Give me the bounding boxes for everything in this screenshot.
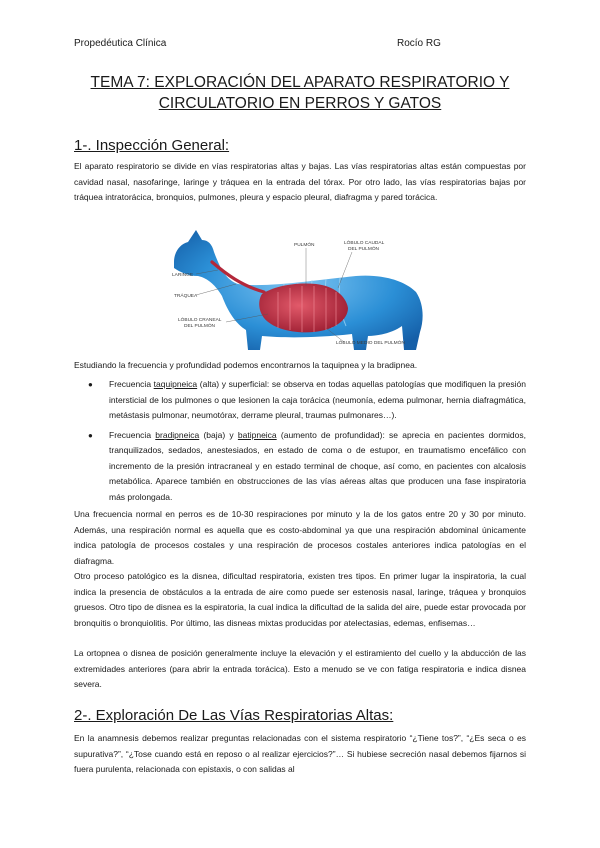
list-item-bradipneica <box>74 428 526 506</box>
bullet1-post: (alta) y superficial: se observa en todas aquellas patologías que modifiquen la presión intersticial de los pulmones o que lesionen la caja torácica (neumonía, edema pulmonar, hernia diafragmática, metástasis pulmonar, neumotórax, derrame pleural, traumas pulmonares…). <box>109 379 526 420</box>
label-lobulo-craneal-2: DEL PULMÓN <box>184 324 216 329</box>
bullet2-pre: Frecuencia <box>109 429 156 440</box>
bullet-icon: ● <box>88 430 93 440</box>
intro-paragraph: El aparato respiratorio se divide en vías respiratorias altas y bajas. Las vías respiratorias altas están compuestas por cavidad nasal, nasofaringe, laringe y tráquea en la entrada del tórax. Por otro lado, las vías respiratorias bajas por tráquea intratorácica, bronquios, pulmones, pleura y espacio pleural, diafragma y pared torácica. <box>74 161 526 202</box>
bullet-icon: ● <box>88 380 93 389</box>
label-laringe: LARINGE <box>172 273 194 278</box>
term-batipneica: batipneica <box>237 429 277 440</box>
label-pulmon: PULMÓN <box>294 243 315 248</box>
frecuencia-intro: Estudiando la frecuencia y profundidad podemos encontrarnos la taquipnea y la bradipnea. <box>74 360 418 370</box>
bullet1-pre: Frecuencia <box>109 379 154 389</box>
section-2-heading: 2-. Exploración De Las Vías Respiratorias Altas: <box>74 707 394 724</box>
bullet2-post: (aumento de profundidad): se aprecia en pacientes dormidos, tranquilizados, sedados, anestesiados, en estado de coma o de estupor, en traumatismo encefálico con incremento de la presión intracraneal y en estado terminal de choque, así como, en pacientes con alcalosis metabólica. Aparece también en obstrucciones de las vías aéreas altas que producen una fase inspiratoria más prolongada. <box>109 429 526 502</box>
page-header <box>74 38 526 49</box>
label-traquea: TRÁQUEA <box>174 294 198 299</box>
label-lobulo-caudal-1: LÓBULO CAUDAL <box>344 241 385 246</box>
dog-respiratory-figure <box>166 222 436 350</box>
title-line-1: TEMA 7: EXPLORACIÓN DEL APARATO RESPIRATORIO Y <box>90 74 510 91</box>
list-item-taquipneica <box>74 377 526 424</box>
page-title <box>60 72 540 114</box>
header-course: Propedéutica Clínica <box>74 38 167 49</box>
frecuencia-list <box>74 377 526 505</box>
header-author: Rocío RG <box>397 38 441 49</box>
title-line-2: CIRCULATORIO EN PERROS Y GATOS <box>158 95 442 112</box>
label-lobulo-medio: LÓBULO MEDIO DEL PULMÓN <box>336 341 405 346</box>
normal-frequency-paragraph: Una frecuencia normal en perros es de 10-30 respiraciones por minuto y la de los gatos entre 20 y 30 por minuto. Además, una respiración normal es aquella que es costo-abdominal ya que una respiración abdominal únicamente indica patología de procesos costales y una respiración de procesos costales anteriores indica patologías en el diafragma. <box>74 509 526 566</box>
disnea-paragraph: Otro proceso patológico es la disnea, dificultad respiratoria, existen tres tipos. En primer lugar la inspiratoria, la cual indica la presencia de obstáculos a la entrada de aire como puede ser estenosis nasal, laringe, tráquea y bronquios gruesos. Otro tipo de disnea es la espiratoria, la cual indica la dificultad de la salida del aire, puede estar provocada por bronquitis o bronquiolitis. Por último, las disneas mixtas producidas por atelectasias, edemas, enfisemas… <box>74 571 526 628</box>
section-1-heading: 1-. Inspección General: <box>74 137 230 154</box>
term-taquipneica: taquipneica <box>153 379 198 389</box>
term-bradipneica: bradipneica <box>155 429 200 440</box>
bullet2-mid: (baja) y <box>199 429 238 440</box>
anamnesis-paragraph: En la anamnesis debemos realizar preguntas relacionadas con el sistema respiratorio “¿Tiene tos?”, “¿Es seca o es supurativa?”, “¿Tose cuando está en reposo o al realizar ejercicios?”… Si hubiese secreción nasal debemos fijarnos si fuera purulenta, relacionada con epistaxis, o con salidas al <box>74 733 526 774</box>
label-lobulo-caudal-2: DEL PULMÓN <box>348 247 380 252</box>
label-lobulo-craneal-1: LÓBULO CRANEAL <box>178 318 222 323</box>
ortopnea-paragraph: La ortopnea o disnea de posición generalmente incluye la elevación y el estiramiento del cuello y la abducción de las extremidades anteriores (para abrir la entrada torácica). Esto a menudo se ve con fatiga respiratoria e indica disnea severa. <box>74 648 526 689</box>
